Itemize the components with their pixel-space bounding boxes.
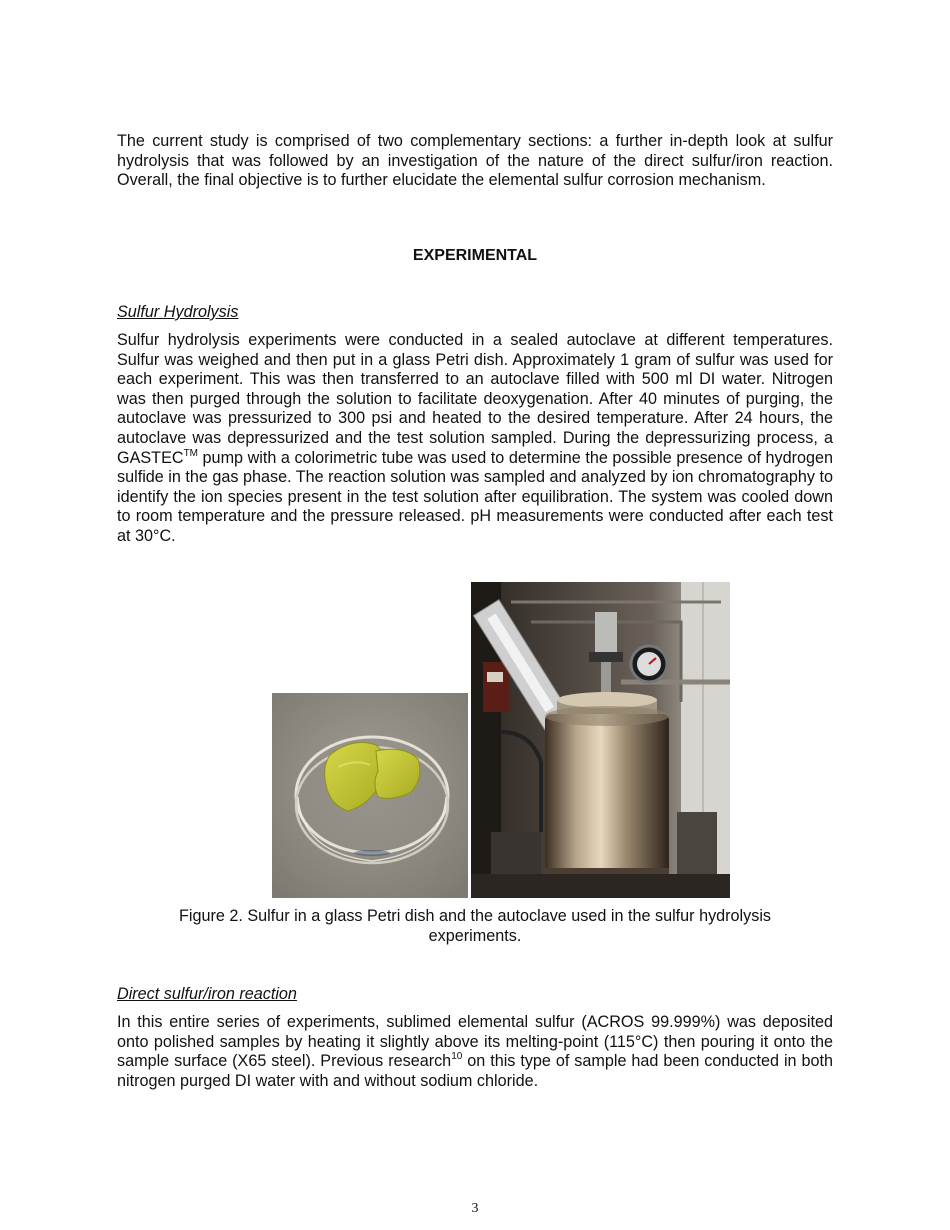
figure-caption bbox=[150, 906, 800, 946]
subheading-sulfur-hydrolysis: Sulfur Hydrolysis bbox=[117, 303, 239, 321]
caption-line-1: Figure 2. Sulfur in a glass Petri dish and the autoclave used in the sulfur hydrolysis bbox=[178, 907, 772, 925]
reference-superscript: 10 bbox=[451, 1051, 463, 1063]
hydrolysis-paragraph bbox=[117, 331, 833, 547]
direct-text-part2: on this type of sample had been conducted in both nitrogen purged DI water with and without sodium chloride. bbox=[117, 1052, 833, 1090]
autoclave-photo bbox=[471, 582, 730, 898]
page-number: 3 bbox=[471, 1201, 479, 1216]
hydrolysis-text-part2: pump with a colorimetric tube was used to determine the possible presence of hydrogen sulfide in the gas phase. The reaction solution was sampled and analyzed by ion chromatography to identify the ion species present in the test solution after equilibration. The system was cooled down to room temperature and the pressure released. pH measurements were conducted after each test at 30°C. bbox=[117, 448, 833, 545]
subheading-direct-reaction: Direct sulfur/iron reaction bbox=[117, 985, 297, 1003]
intro-paragraph: The current study is comprised of two complementary sections: a further in-depth look at sulfur hydrolysis that was followed by an investigation of the nature of the direct sulfur/iron reaction. Overall, the final objective is to further elucidate the elemental sulfur corrosion mechanism. bbox=[117, 132, 833, 190]
caption-line-2: experiments. bbox=[428, 927, 522, 945]
section-heading-experimental: EXPERIMENTAL bbox=[412, 247, 538, 264]
trademark-superscript: TM bbox=[183, 447, 199, 459]
petri-dish-photo bbox=[272, 693, 468, 898]
direct-text-part1: In this entire series of experiments, sublimed elemental sulfur (ACROS 99.999%) was deposited onto polished samples by heating it slightly above its melting-point (115°C) then pouring it onto the sample surface (X65 steel). Previous research bbox=[117, 1013, 833, 1071]
hydrolysis-text-part1: Sulfur hydrolysis experiments were conducted in a sealed autoclave at different temperatures. Sulfur was weighed and then put in a glass Petri dish. Approximately 1 gram of sulfur was used for each experiment. This was then transferred to an autoclave filled with 500 ml DI water. Nitrogen was then purged through the solution to facilitate deoxygenation. After 40 minutes of purging, the autoclave was pressurized to 300 psi and heated to the desired temperature. After 24 hours, the autoclave was depressurized and the test solution sampled. During the depressurizing process, a GASTEC bbox=[117, 331, 833, 467]
direct-reaction-paragraph bbox=[117, 1013, 833, 1091]
